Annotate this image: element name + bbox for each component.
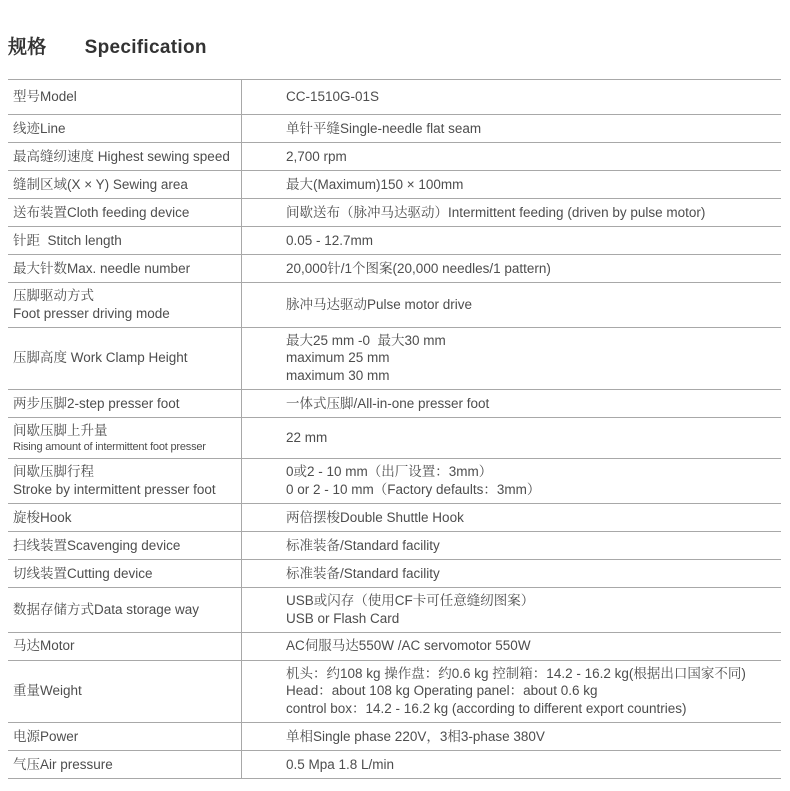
row-label-line: 电源Power <box>13 728 79 744</box>
row-value-line: maximum 30 mm <box>286 368 390 384</box>
row-value <box>241 661 781 722</box>
spec-table <box>8 79 781 779</box>
row-label-line: 型号Model <box>13 89 77 105</box>
row-value-line: 0 or 2 - 10 mm（Factory defaults：3mm） <box>286 482 541 498</box>
row-label <box>8 661 241 722</box>
row-label-line: 气压Air pressure <box>13 756 113 772</box>
row-value <box>241 227 781 254</box>
row-label <box>8 560 241 587</box>
row-value <box>241 532 781 559</box>
row-label-line: 间歇压脚行程 <box>13 464 94 480</box>
row-value-line: 最大(Maximum)150 × 100mm <box>286 176 464 192</box>
row-label-line: 数据存储方式Data storage way <box>13 601 200 617</box>
row-label <box>8 227 241 254</box>
row-value-line: 标准装备/Standard facility <box>286 537 440 553</box>
row-label <box>8 80 241 114</box>
row-label-line: 送布装置Cloth feeding device <box>13 204 190 220</box>
row-value-line: 机头：约108 kg 操作盘：约0.6 kg 控制箱：14.2 - 16.2 kg(根据出口国家不同) <box>286 665 746 681</box>
row-value-line: 0.5 Mpa 1.8 L/min <box>286 756 395 772</box>
row-value-line: 单针平缝Single-needle flat seam <box>286 120 482 136</box>
row-label <box>8 199 241 226</box>
row-label-line: 间歇压脚上升量 <box>13 423 108 439</box>
row-value <box>241 199 781 226</box>
row-value <box>241 80 781 114</box>
row-value <box>241 751 781 778</box>
row-label <box>8 328 241 389</box>
page-title-en: Specification <box>84 37 207 58</box>
row-label <box>8 751 241 778</box>
table-row <box>8 114 781 142</box>
row-label-line: 重量Weight <box>13 683 82 699</box>
row-label-line: 扫线装置Scavenging device <box>13 537 181 553</box>
row-label <box>8 143 241 170</box>
table-row <box>8 226 781 254</box>
row-value <box>241 390 781 417</box>
row-value-line: AC伺服马达550W /AC servomotor 550W <box>286 638 531 654</box>
table-row <box>8 327 781 389</box>
row-label-line: 缝制区域(X × Y) Sewing area <box>13 176 188 192</box>
row-value-line: CC-1510G-01S <box>286 89 380 105</box>
table-row <box>8 587 781 632</box>
row-label-line: 两步压脚2-step presser foot <box>13 395 180 411</box>
row-value <box>241 459 781 503</box>
row-value <box>241 171 781 198</box>
row-label <box>8 504 241 531</box>
row-label-line: 最大针数Max. needle number <box>13 260 191 276</box>
row-value <box>241 418 781 458</box>
row-value-line: 0.05 - 12.7mm <box>286 232 374 248</box>
row-value-line: 单相Single phase 220V，3相3-phase 380V <box>286 728 545 744</box>
table-row <box>8 660 781 722</box>
row-label-line: 马达Motor <box>13 638 75 654</box>
row-value-line: 脉冲马达驱动Pulse motor drive <box>286 296 473 312</box>
row-value-line: 最大25 mm -0 最大30 mm <box>286 332 446 348</box>
row-value-line: USB or Flash Card <box>286 610 400 626</box>
row-value <box>241 633 781 660</box>
row-value <box>241 504 781 531</box>
table-row <box>8 503 781 531</box>
table-row <box>8 254 781 282</box>
row-label-line: 针距 Stitch length <box>13 232 122 248</box>
row-value <box>241 723 781 750</box>
table-row <box>8 142 781 170</box>
row-label <box>8 633 241 660</box>
row-label <box>8 390 241 417</box>
table-row <box>8 170 781 198</box>
table-row <box>8 632 781 660</box>
row-value <box>241 328 781 389</box>
table-row <box>8 559 781 587</box>
row-value-line: 标准装备/Standard facility <box>286 565 440 581</box>
row-label <box>8 255 241 282</box>
table-row <box>8 458 781 503</box>
row-label <box>8 459 241 503</box>
row-value-line: maximum 25 mm <box>286 350 390 366</box>
row-value-line: 一体式压脚/All-in-one presser foot <box>286 395 490 411</box>
table-row <box>8 282 781 327</box>
row-label-line: 最高缝纫速度 Highest sewing speed <box>13 148 230 164</box>
row-label <box>8 283 241 327</box>
table-row <box>8 79 781 114</box>
row-value <box>241 115 781 142</box>
table-row <box>8 722 781 750</box>
page-title-zh: 规格 <box>8 37 47 58</box>
table-row <box>8 198 781 226</box>
table-row <box>8 531 781 559</box>
table-row <box>8 389 781 417</box>
row-label-line: 切线装置Cutting device <box>13 565 153 581</box>
row-value-line: 20,000针/1个图案(20,000 needles/1 pattern) <box>286 260 551 276</box>
row-label-line: 旋梭Hook <box>13 509 72 525</box>
row-value-line: Head：about 108 kg Operating panel：about 0.6 kg <box>286 683 598 699</box>
row-value-line: 两倍摆梭Double Shuttle Hook <box>286 509 464 525</box>
row-label-line: 线迹Line <box>13 120 66 136</box>
row-label-line: 压脚高度 Work Clamp Height <box>13 350 188 366</box>
row-label-line: Foot presser driving mode <box>13 305 170 321</box>
row-label <box>8 588 241 632</box>
row-label <box>8 532 241 559</box>
row-value <box>241 283 781 327</box>
table-row <box>8 417 781 458</box>
row-label <box>8 115 241 142</box>
row-label <box>8 723 241 750</box>
row-value-line: 间歇送布（脉冲马达驱动）Intermittent feeding (driven by pulse motor) <box>286 204 706 220</box>
row-label <box>8 171 241 198</box>
page-title <box>8 32 790 59</box>
row-value-line: USB或闪存（使用CF卡可任意缝纫图案） <box>286 593 535 609</box>
row-label-line: 压脚驱动方式 <box>13 288 94 303</box>
row-label-line: Stroke by intermittent presser foot <box>13 482 216 498</box>
row-value <box>241 560 781 587</box>
row-value-line: control box：14.2 - 16.2 kg (according to different export countries) <box>286 701 687 717</box>
row-value-line: 22 mm <box>286 430 328 446</box>
row-label <box>8 418 241 458</box>
row-value-line: 2,700 rpm <box>286 148 347 164</box>
row-label-line: Rising amount of intermittent foot presser <box>13 440 206 453</box>
table-row <box>8 750 781 778</box>
row-value <box>241 588 781 632</box>
row-value <box>241 255 781 282</box>
row-value <box>241 143 781 170</box>
row-value-line: 0或2 - 10 mm（出厂设置：3mm） <box>286 464 493 480</box>
